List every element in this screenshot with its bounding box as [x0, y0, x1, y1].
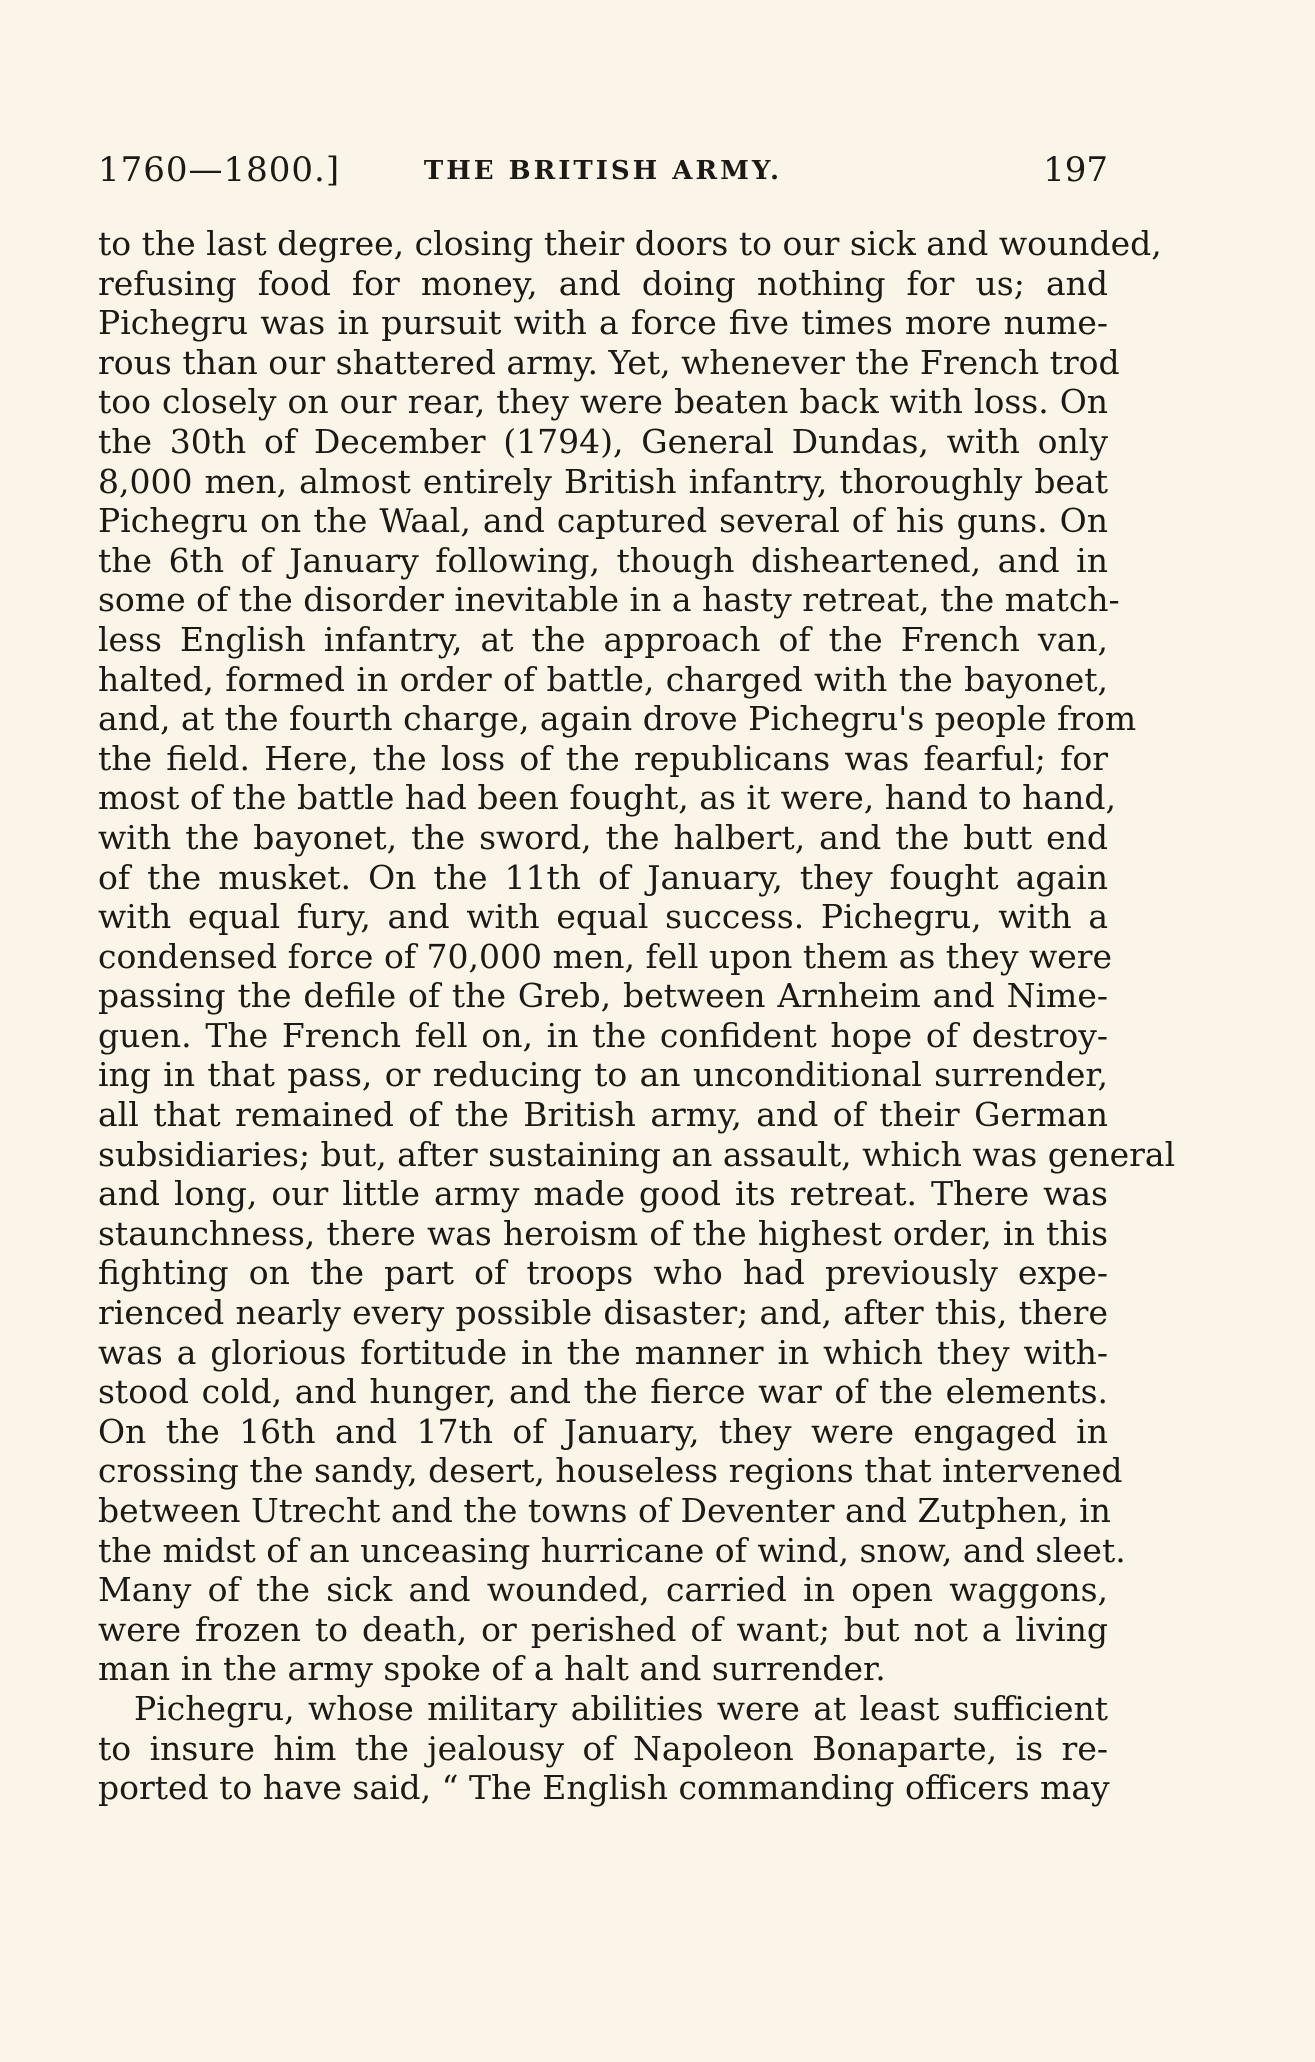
text-line: most of the battle had been fought, as it were, hand to hand, [98, 778, 1116, 818]
text-line: halted, formed in order of battle, charged with the bayonet, [98, 659, 1108, 699]
page-number: 197 [1043, 150, 1108, 190]
text-line: Pichegru was in pursuit with a force five times more nume- [98, 303, 1108, 343]
header-title: THE BRITISH ARMY. [423, 156, 783, 186]
text-line: to insure him the jealousy of Napoleon Bonaparte, is re- [98, 1728, 1108, 1768]
text-line: of the musket. On the 11th of January, they fought again [98, 857, 1108, 897]
text-line: some of the disorder inevitable in a hasty retreat, the match- [98, 580, 1120, 620]
text-line: to the last degree, closing their doors to our sick and wounded, [98, 224, 1162, 263]
text-line: Pichegru on the Waal, and captured several of his guns. On [98, 501, 1108, 541]
text-line: the 30th of December (1794), General Dundas, with only [98, 421, 1108, 461]
text-line: too closely on our rear, they were beaten back with loss. On [98, 382, 1108, 422]
text-line: all that remained of the British army, and of their German [98, 1095, 1108, 1135]
text-line: with equal fury, and with equal success. Pichegru, with a [98, 897, 1108, 937]
text-line: with the bayonet, the sword, the halbert, and the butt end [98, 817, 1108, 857]
running-header [98, 150, 1108, 198]
text-line: was a glorious fortitude in the manner in which they with- [98, 1332, 1108, 1372]
text-line: crossing the sandy, desert, houseless regions that intervened [98, 1451, 1123, 1491]
text-line: and, at the fourth charge, again drove Pichegru's people from [98, 699, 1137, 739]
text-line: condensed force of 70,000 men, fell upon them as they were [98, 936, 1113, 976]
text-line: less English infantry, at the approach of the French van, [98, 619, 1108, 659]
text-line: ported to have said, “ The English commanding officers may [98, 1768, 1110, 1808]
text-line: Many of the sick and wounded, carried in open waggons, [98, 1570, 1108, 1610]
body-text [98, 224, 1176, 1808]
text-line: rous than our shattered army. Yet, whenever the French trod [98, 342, 1120, 382]
text-line: the field. Here, the loss of the republicans was fearful; for [98, 738, 1108, 778]
paragraph-first-line: Pichegru, whose military abilities were at least sufficient [134, 1688, 1108, 1728]
text-line: the 6th of January following, though disheartened, and in [98, 540, 1108, 580]
text-line: 8,000 men, almost entirely British infantry, thoroughly beat [98, 461, 1108, 501]
text-line: the midst of an unceasing hurricane of wind, snow, and sleet. [98, 1530, 1126, 1570]
paragraph-end-line: man in the army spoke of a halt and surrender. [98, 1649, 886, 1689]
text-line: subsidiaries; but, after sustaining an assault, which was general [98, 1134, 1176, 1174]
text-line: rienced nearly every possible disaster; and, after this, there [98, 1293, 1108, 1333]
text-line: On the 16th and 17th of January, they were engaged in [98, 1411, 1108, 1451]
text-line: guen. The French fell on, in the confident hope of destroy- [98, 1015, 1108, 1055]
text-line: were frozen to death, or perished of want; but not a living [98, 1609, 1108, 1649]
text-line: passing the defile of the Greb, between Arnheim and Nime- [98, 976, 1108, 1016]
text-line: staunchness, there was heroism of the highest order, in this [98, 1213, 1108, 1253]
text-line: fighting on the part of troops who had previously expe- [98, 1253, 1108, 1293]
text-line: stood cold, and hunger, and the fierce war of the elements. [98, 1372, 1108, 1412]
text-line: between Utrecht and the towns of Deventer and Zutphen, in [98, 1491, 1111, 1530]
text-line: ing in that pass, or reducing to an unconditional surrender, [98, 1055, 1108, 1095]
text-line: refusing food for money, and doing nothing for us; and [98, 263, 1108, 303]
text-line: and long, our little army made good its retreat. There was [98, 1174, 1108, 1214]
header-date-range: 1760—1800.] [98, 150, 341, 190]
